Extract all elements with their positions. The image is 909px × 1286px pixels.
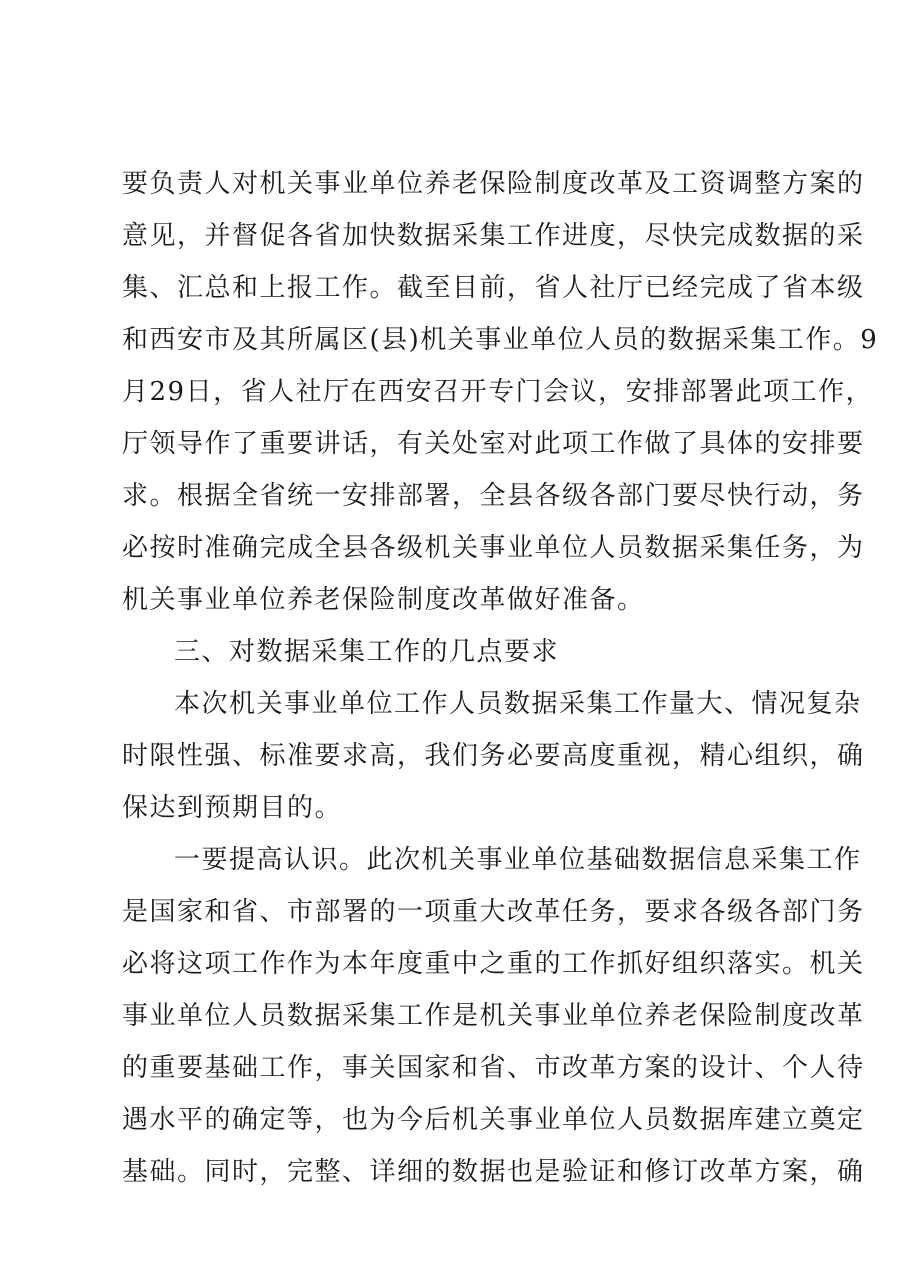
text-line: 月29日，省人社厅在西安召开专门会议，安排部署此项工作， bbox=[122, 377, 874, 407]
text-line: 时限性强、标准要求高，我们务必要高度重视，精心组织，确 bbox=[122, 741, 865, 771]
text-line: 必按时准确完成全县各级机关事业单位人员数据采集任务，为 bbox=[122, 533, 865, 563]
text-line: 意见，并督促各省加快数据采集工作进度，尽快完成数据的采 bbox=[122, 221, 865, 251]
text-line: 本次机关事业单位工作人员数据采集工作量大、情况复杂 bbox=[174, 689, 862, 719]
text-line: 保达到预期目的。 bbox=[122, 793, 343, 823]
text-line: 厅领导作了重要讲话，有关处室对此项工作做了具体的安排要 bbox=[122, 429, 865, 459]
text-line: 和西安市及其所属区(县)机关事业单位人员的数据采集工作。9 bbox=[122, 325, 879, 355]
text-line: 是国家和省、市部署的一项重大改革任务，要求各级各部门务 bbox=[122, 897, 865, 927]
body-text bbox=[122, 158, 879, 1198]
text-line: 集、汇总和上报工作。截至目前，省人社厅已经完成了省本级 bbox=[122, 273, 865, 303]
text-line: 机关事业单位养老保险制度改革做好准备。 bbox=[122, 585, 645, 615]
text-line: 必将这项工作作为本年度重中之重的工作抓好组织落实。机关 bbox=[122, 949, 865, 979]
text-line: 的重要基础工作，事关国家和省、市改革方案的设计、个人待 bbox=[122, 1053, 865, 1083]
text-line: 一要提高认识。此次机关事业单位基础数据信息采集工作 bbox=[174, 845, 862, 875]
text-line: 事业单位人员数据采集工作是机关事业单位养老保险制度改革 bbox=[122, 1001, 865, 1031]
text-line: 基础。同时，完整、详细的数据也是验证和修订改革方案，确 bbox=[122, 1157, 865, 1187]
text-line: 要负责人对机关事业单位养老保险制度改革及工资调整方案的 bbox=[122, 169, 865, 199]
text-line: 求。根据全省统一安排部署，全县各级各部门要尽快行动，务 bbox=[122, 481, 865, 511]
text-line: 三、对数据采集工作的几点要求 bbox=[174, 637, 560, 667]
text-line: 遇水平的确定等，也为今后机关事业单位人员数据库建立奠定 bbox=[122, 1105, 865, 1135]
